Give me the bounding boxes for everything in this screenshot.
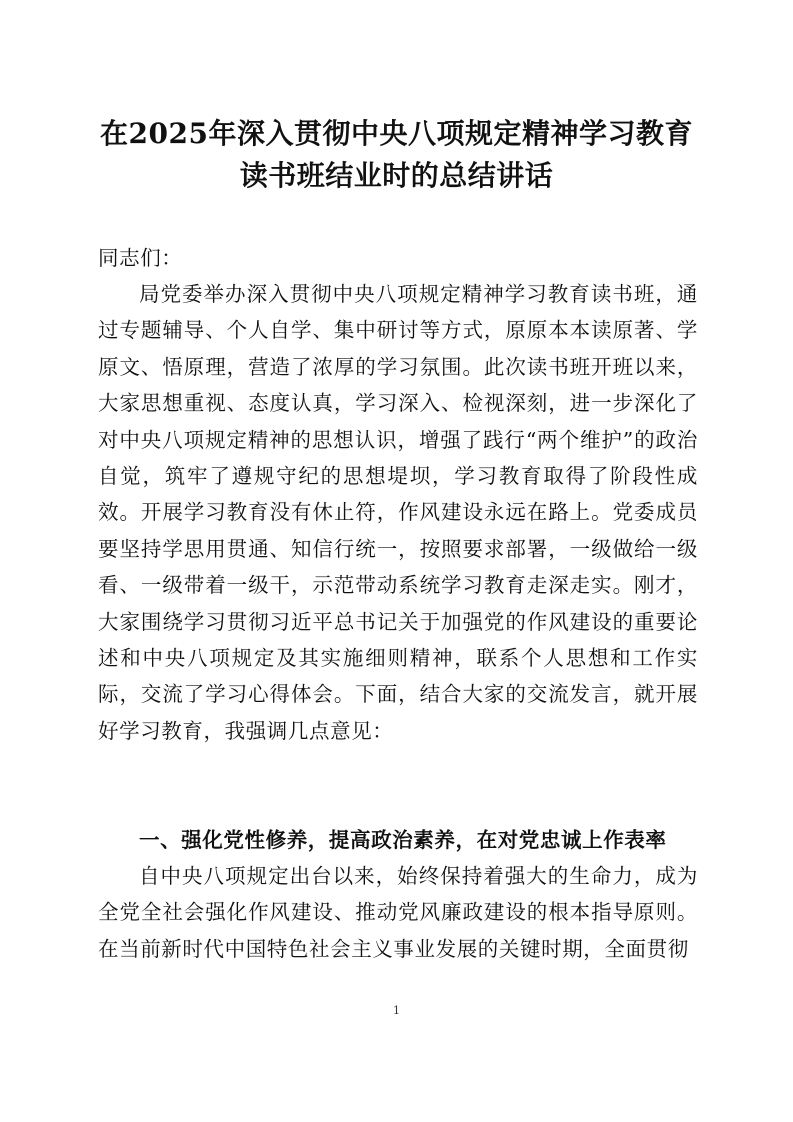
paragraph-1: 局党委举办深入贯彻中央八项规定精神学习教育读书班，通过专题辅导、个人自学、集中研讨等方式，原原本本读原著、学原文、悟原理，营造了浓厚的学习氛围。此次读书班开班以来，大家思想重视、态度认真，学习深入、检视深刻，进一步深化了对中央八项规定精神的思想认识，增强了践行“两个维护”的政治自觉，筑牢了遵规守纪的思想堤坝，学习教育取得了阶段性成效。开展学习教育没有休止符，作风建设永远在路上。党委成员要坚持学思用贯通、知信行统一，按照要求部署，一级做给一级看、一级带着一级干，示范带动系统学习教育走深走实。刚才，大家围绕学习贯彻习近平总书记关于加强党的作风建设的重要论述和中央八项规定及其实施细则精神，联系个人思想和工作实际，交流了学习心得体会。下面，结合大家的交流发言，就开展好学习教育，我强调几点意见： <box>98 282 698 743</box>
page-number: 1 <box>393 1004 400 1017</box>
document-title-line-2: 读书班结业时的总结讲话 <box>239 159 554 192</box>
salutation: 同志们： <box>98 246 183 270</box>
section-heading-1: 一、强化党性修养，提高政治素养，在对党忠诚上作表率 <box>139 828 667 852</box>
document-title-line-1: 在2025年深入贯彻中央八项规定精神学习教育 <box>100 117 693 150</box>
paragraph-2: 自中央八项规定出台以来，始终保持着强大的生命力，成为全党全社会强化作风建设、推动党风廉政建设的根本指导原则。在当前新时代中国特色社会主义事业发展的关键时期，全面贯彻 <box>98 864 698 961</box>
